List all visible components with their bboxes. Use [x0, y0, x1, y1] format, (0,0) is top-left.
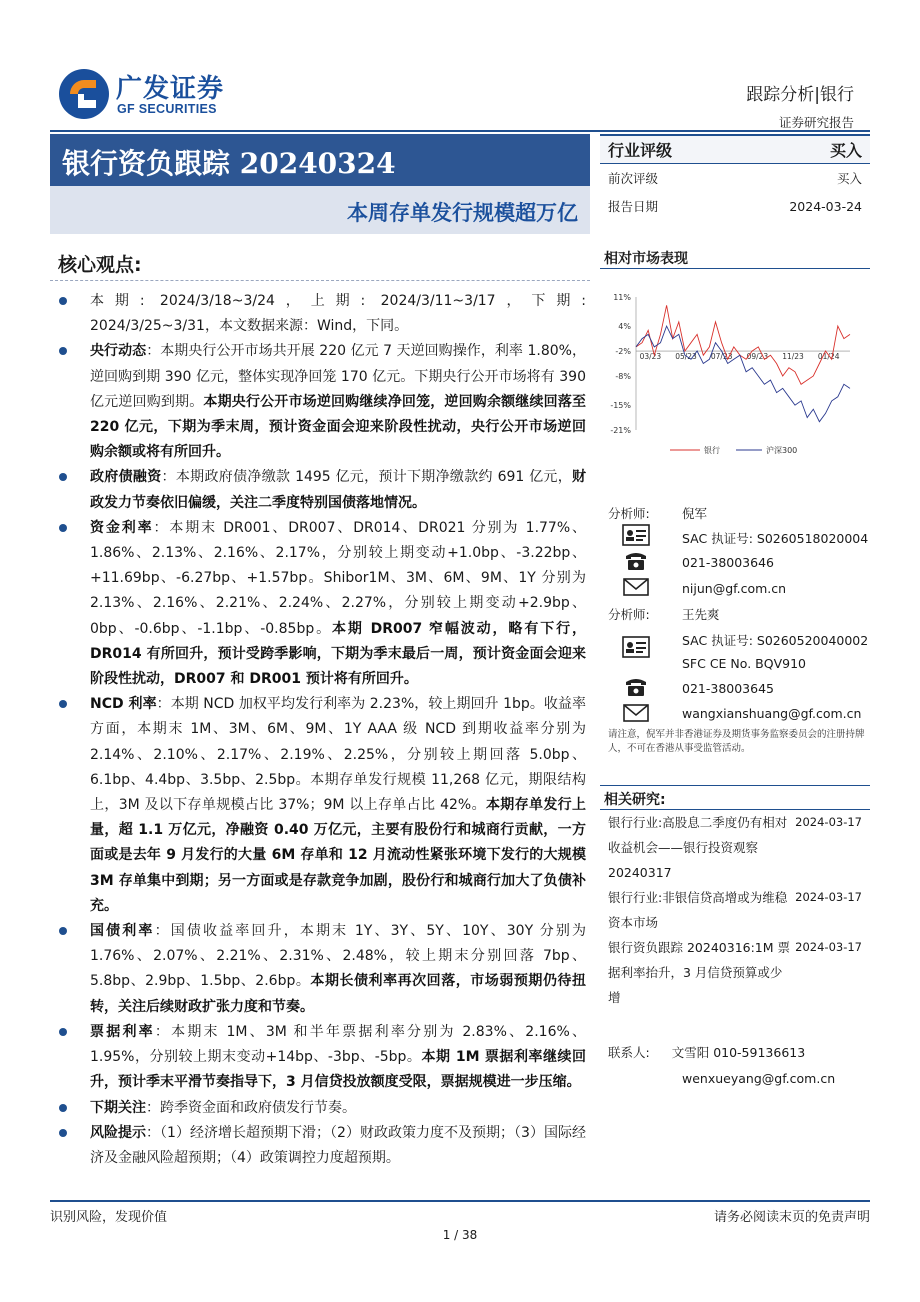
contact-label: 联系人: [608, 1045, 650, 1060]
analyst-1-phone: 021-38003646 [682, 555, 774, 570]
prev-rating-label: 前次评级 [608, 171, 659, 186]
y-tick-label: 11% [613, 293, 631, 302]
title-band [50, 134, 590, 186]
related-item-date: 2024-03-17 [795, 890, 862, 904]
y-tick-label: -21% [610, 426, 631, 435]
id-card-icon [622, 524, 650, 546]
analyst-2-sfc: SFC CE No. BQV910 [682, 656, 806, 671]
prev-rating-value: 买入 [836, 171, 862, 186]
report-track: 跟踪分析|银行 [746, 85, 854, 105]
x-tick-label: 03/23 [639, 352, 662, 362]
legend-label-index: 沪深300 [766, 446, 798, 455]
prev-rating-row [600, 164, 870, 192]
report-date-label: 报告日期 [608, 199, 659, 214]
related-item-title[interactable]: 银行资负跟踪 20240316:1M 票据利率抬升，3 月信贷预算或少增 [608, 940, 791, 1005]
analyst-2-sac: SAC 执证号: S0260520040002 [682, 633, 869, 648]
phone-icon [622, 550, 650, 572]
gf-logo-icon [56, 66, 112, 122]
core-bullet: 国债利率：国债收益率回升，本期末 1Y、3Y、5Y、10Y、30Y 分别为 1.76%、2.07%、2.21%、2.31%、2.48%，较上期末分别回落 7bp、5.8bp、2.9bp、1.5bp、2.6bp。本期长债利率再次回落，市场弱预期仍待扭转，关注后续财政扩张力度和节奏。 [56, 919, 586, 1020]
x-tick-label: 05/23 [675, 352, 697, 362]
core-bullet: 央行动态：本期央行公开市场共开展 220 亿元 7 天逆回购操作，利率 1.80%，逆回购到期 390 亿元，整体实现净回笼 170 亿元。下期央行公开市场将有 390 亿元逆回购到期。本期央行公开市场逆回购继续净回笼，逆回购余额继续回落至 220 亿元，下期为季末周，预计资金面会迎来阶段性扰动，央行公开市场逆回购余额或将有所回升。 [56, 339, 586, 465]
report-date-row [600, 192, 870, 220]
related-item-title[interactable]: 银行行业:非银信贷高增或为维稳资本市场 [608, 890, 788, 930]
series-line-bank [636, 305, 850, 384]
core-bullet: 本期: 2024/3/18~3/24，上期: 2024/3/11~3/17，下期: 2024/3/25~3/31，本文数据来源：Wind，下同。 [56, 289, 586, 339]
related-section-title: 相关研究: [604, 792, 666, 808]
analyst-2-phone: 021-38003645 [682, 681, 774, 696]
report-subtitle: 本周存单发行规模超万亿 [347, 200, 578, 225]
core-bullet: 风险提示：（1）经济增长超预期下滑；（2）财政政策力度不及预期；（3）国际经济及金融风险超预期；（4）政策调控力度超预期。 [56, 1121, 586, 1171]
related-item-date: 2024-03-17 [795, 940, 862, 954]
subtitle-band [50, 186, 590, 234]
y-tick-label: -8% [615, 371, 631, 381]
legend-label-bank: 银行 [704, 446, 720, 455]
x-tick-label: 09/23 [746, 352, 769, 362]
analyst-1-email: nijun@gf.com.cn [682, 581, 787, 596]
core-view-list [56, 289, 586, 1171]
contact-person [608, 1040, 835, 1092]
analyst-2-name: 王先爽 [682, 607, 720, 622]
rating-label: 行业评级 [608, 141, 673, 160]
core-bullet: 票据利率：本期末 1M、3M 和半年票据利率分别为 2.83%、2.16%、1.95%，分别较上期末变动+14bp、-3bp、-5bp。本期 1M 票据利率继续回升，预计季末平滑节奏指导下，3 月信贷投放额度受限，票据规模进一步压缩。 [56, 1020, 586, 1096]
id-card-icon [622, 636, 650, 658]
y-tick-label: -15% [610, 401, 631, 411]
footer-disclaimer-link[interactable]: 请务必阅读末页的免责声明 [713, 1210, 870, 1225]
analyst-disclaimer: 请注意，倪军并非香港证券及期货事务监察委员会的注册持牌人，不可在香港从事受监管活动。 [608, 729, 865, 754]
market-section-divider [600, 268, 870, 269]
logo-text-en: GF SECURITIES [117, 102, 217, 116]
analyst-1-label: 分析师: [608, 506, 650, 521]
core-bullet: NCD 利率：本期 NCD 加权平均发行利率为 2.23%，较上期回升 1bp。收益率方面，本期末 1M、3M、6M、9M、1Y AAA 级 NCD 到期收益率分别为 2.14%、2.10%、2.17%、2.19%、2.25%，分别较上期回落 5.0bp、6.1bp、4.4bp、3.5bp、2.5bp。本期存单发行规模 11,268 亿元，期限结构上，3M 及以下存单规模占比 37%；9M 以上存单占比 42%。本期存单发行上量，超 1.1 万亿元，净融资 0.40 万亿元，主要有股份行和城商行贡献，一方面或是去年 9 月发行的大量 6M 存单和 12 月流动性紧张环境下发行的大规模 3M 存单集中到期；另一方面或是存款竞争加剧，股份行和城商行加大了负债补充。 [56, 692, 586, 919]
report-title: 银行资负跟踪 20240324 [62, 147, 396, 180]
series-line-index [636, 326, 850, 422]
x-tick-label: 01/24 [817, 352, 840, 362]
rating-value: 买入 [829, 141, 862, 160]
chart-svg [600, 285, 870, 465]
email-icon [622, 576, 650, 598]
phone-icon [622, 676, 650, 698]
header-divider [50, 130, 870, 132]
y-tick-label: 4% [618, 322, 631, 332]
contact-name-phone: 文雪阳 010-59136613 [671, 1045, 806, 1060]
x-tick-label: 11/23 [782, 352, 804, 362]
x-tick-label: 07/23 [710, 352, 733, 362]
core-bullet: 下期关注：跨季资金面和政府债发行节奏。 [56, 1096, 586, 1121]
report-date-value: 2024-03-24 [789, 198, 862, 214]
analyst-1-sac: SAC 执证号: S0260518020004 [682, 531, 869, 546]
footer-slogan: 识别风险，发现价值 [50, 1210, 168, 1225]
company-logo [56, 66, 246, 122]
doc-type: 证券研究报告 [778, 115, 854, 130]
page-number: 1 / 38 [442, 1228, 478, 1242]
analyst-1-name: 倪军 [682, 506, 708, 521]
analyst-2-label: 分析师: [608, 607, 650, 622]
core-view-divider [50, 280, 590, 281]
rating-header [600, 134, 870, 164]
analyst-2-email: wangxianshuang@gf.com.cn [682, 706, 862, 721]
rating-block [600, 134, 870, 220]
header-meta [746, 80, 854, 131]
footer-divider [50, 1200, 870, 1202]
related-item[interactable] [608, 935, 870, 1010]
market-section-title: 相对市场表现 [604, 251, 688, 267]
relative-performance-chart [600, 285, 870, 465]
related-item-date: 2024-03-17 [795, 815, 862, 829]
related-item[interactable] [608, 885, 870, 935]
logo-text-cn: 广发证券 [116, 74, 225, 104]
core-bullet: 政府债融资：本期政府债净缴款 1495 亿元，预计下期净缴款约 691 亿元，财政发力节奏依旧偏缓，关注二季度特别国债落地情况。 [56, 465, 586, 515]
related-top-divider [600, 785, 870, 786]
y-tick-label: -2% [615, 347, 631, 357]
related-item[interactable] [608, 810, 870, 885]
core-view-title: 核心观点: [58, 254, 142, 276]
contact-email: wenxueyang@gf.com.cn [682, 1071, 836, 1086]
core-bullet: 资金利率：本期末 DR001、DR007、DR014、DR021 分别为 1.77%、1.86%、2.13%、2.16%、2.17%，分别较上期变动+1.0bp、-3.22bp、+11.69bp、-6.27bp、+1.57bp。Shibor1M、3M、6M、9M、1Y 分别为 2.13%、2.16%、2.21%、2.24%、2.27%，分别较上期变动+2.9bp、0bp、-0.6bp、-1.1bp、-0.85bp。本期 DR007 窄幅波动，略有下行，DR014 有所回升，预计受跨季影响，下期为季末最后一周，预计资金面会迎来阶段性扰动，DR007 和 DR001 预计将有所回升。 [56, 516, 586, 692]
related-item-title[interactable]: 银行行业:高股息二季度仍有相对收益机会——银行投资观察 20240317 [608, 815, 788, 880]
email-icon [622, 702, 650, 724]
